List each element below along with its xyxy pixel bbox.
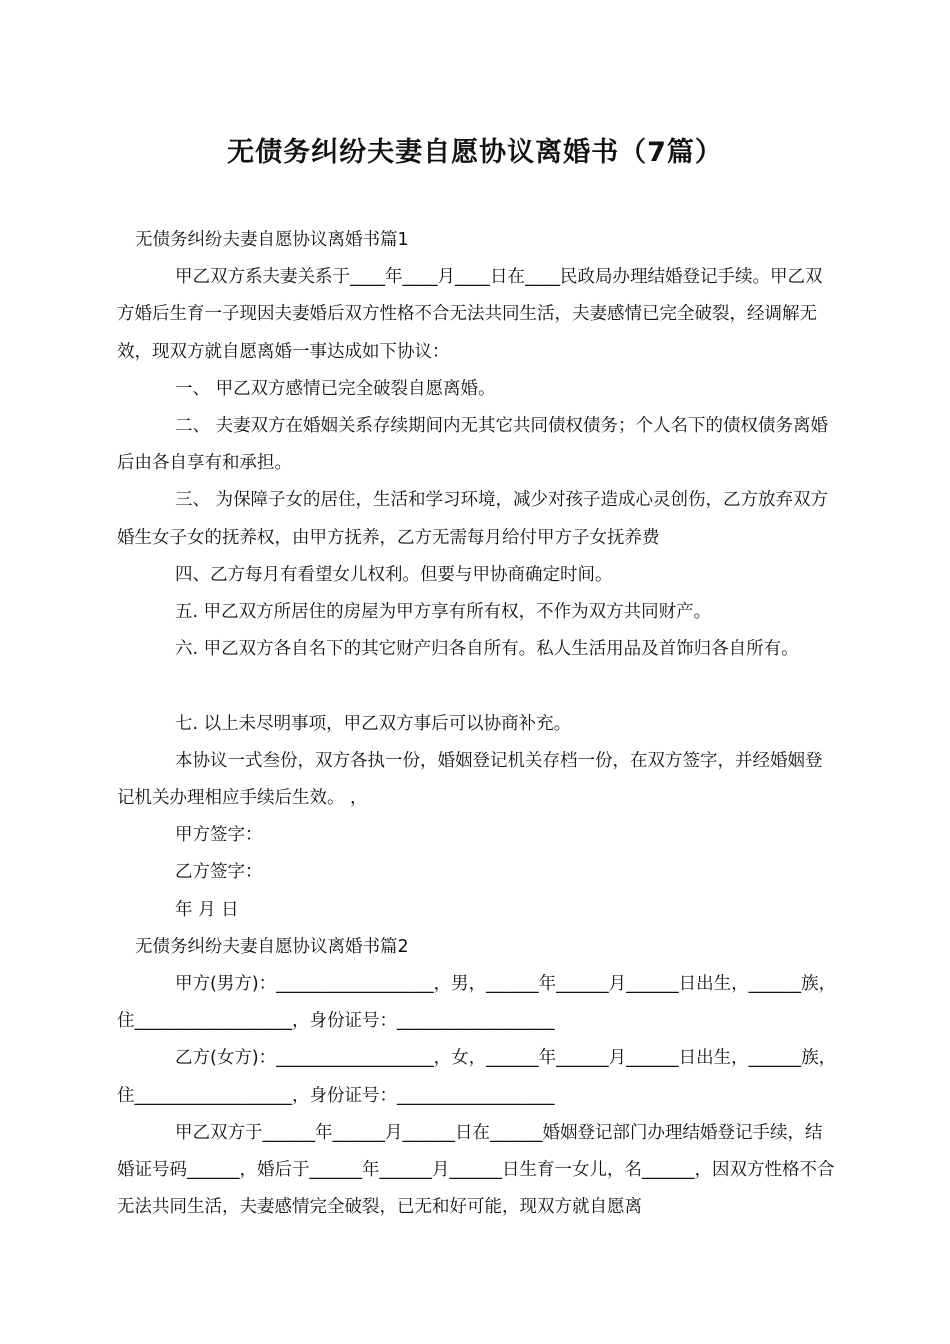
section-heading: 无债务纠纷夫妻自愿协议离婚书篇1 <box>135 230 409 250</box>
spacer <box>117 668 837 705</box>
party-b-info: 乙方(女方)：__________________，女，______年______月______日出生，______族，住__________________，身份证号：__________________ <box>117 1048 837 1106</box>
clause: 一、 甲乙双方感情已完全破裂自愿离婚。 <box>175 378 496 399</box>
party-a-info: 甲方(男方)：__________________，男，______年______月______日出生，______族，住__________________，身份证号：__________________ <box>117 974 837 1032</box>
clause: 三、 为保障子女的居住，生活和学习环境，减少对孩子造成心灵创伤，乙方放弃双方婚生女子女的抚养权，由甲方抚养，乙方无需每月给付甲方子女抚养费 <box>117 490 829 548</box>
section-heading: 无债务纠纷夫妻自愿协议离婚书篇2 <box>135 936 409 957</box>
document-title: 无债务纠纷夫妻自愿协议离婚书（7篇） <box>227 137 723 168</box>
document-body <box>117 222 837 1226</box>
clause: 四、乙方每月有看望女儿权利。但要与甲协商确定时间。 <box>175 564 613 585</box>
signature-line-party-b: 乙方签字： <box>175 862 263 883</box>
date-line: 年 月 日 <box>175 899 239 920</box>
signature-line-party-a: 甲方签字： <box>175 825 263 846</box>
clause: 六. 甲乙双方各自名下的其它财产归各自所有。私人生活用品及首饰归各自所有。 <box>175 639 799 660</box>
clause: 五. 甲乙双方所居住的房屋为甲方享有所有权，不作为双方共同财产。 <box>175 602 712 623</box>
clause: 七. 以上未尽明事项，甲乙双方事后可以协商补充。 <box>175 713 572 734</box>
paragraph: 甲乙双方系夫妻关系于____年____月____日在____民政局办理结婚登记手续。甲乙双方婚后生育一子现因夫妻婚后双方性格不合无法共同生活，夫妻感情已完全破裂，经调解无效，现双方就自愿离婚一事达成如下协议： <box>117 267 823 362</box>
clause: 二、 夫妻双方在婚姻关系存续期间内无其它共同债权债务；个人名下的债权债务离婚后由各自享有和承担。 <box>117 416 829 474</box>
paragraph: 本协议一式叁份，双方各执一份，婚姻登记机关存档一份，在双方签字，并经婚姻登记机关办理相应手续后生效。 ， <box>117 750 823 809</box>
paragraph: 甲乙双方于______年______月______日在______婚姻登记部门办理结婚登记手续，结婚证号码______，婚后于______年______月______日生育一女儿，名______，因双方性格不合无法共同生活，夫妻感情完全破裂，已无和好可能，现双方就自愿离 <box>117 1122 835 1218</box>
